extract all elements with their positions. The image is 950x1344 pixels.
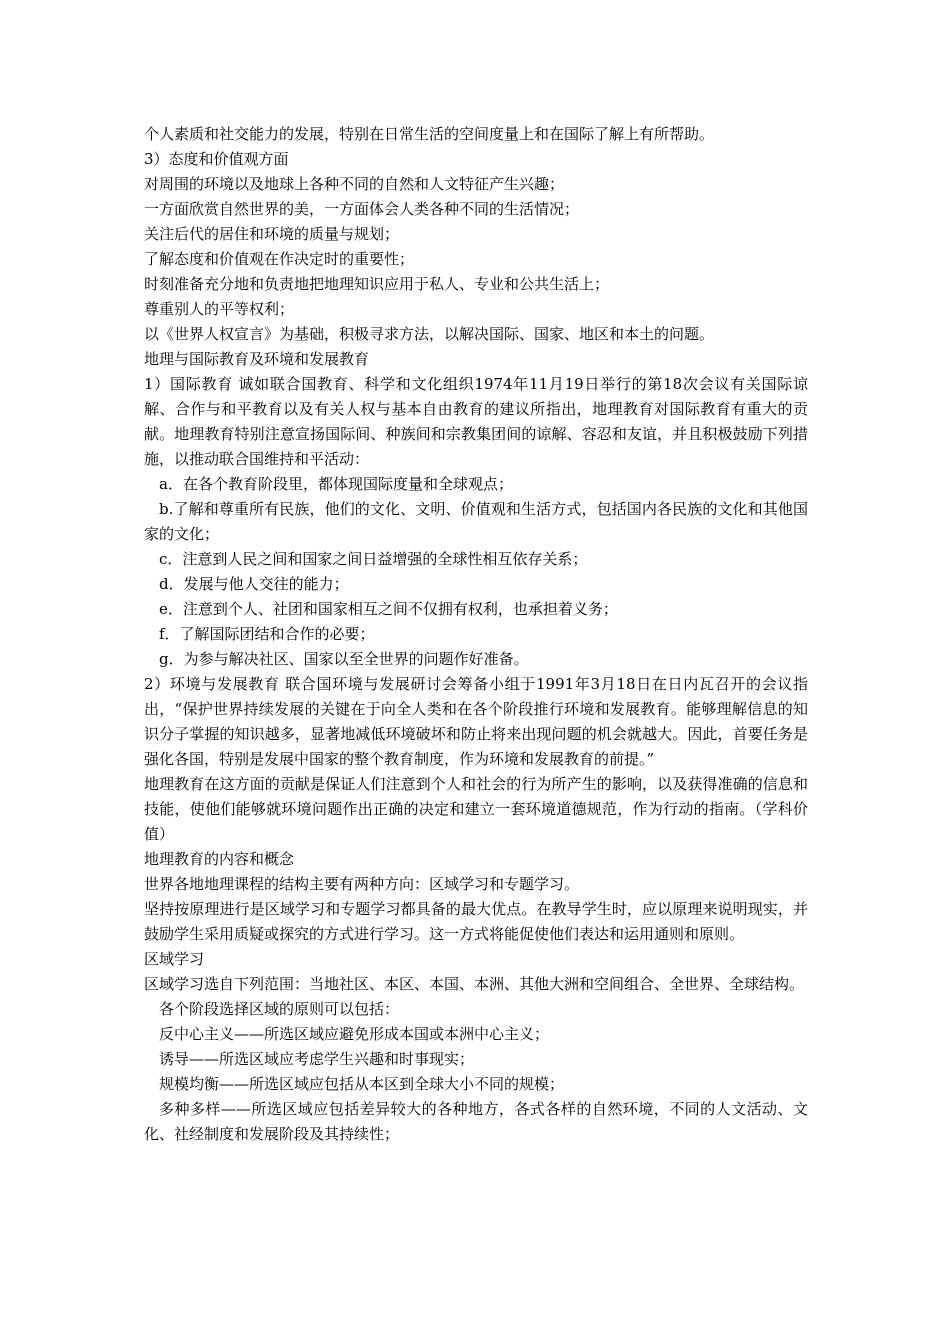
paragraph: 区域学习 bbox=[144, 950, 205, 968]
paragraph: 对周围的环境以及地球上各种不同的自然和人文特征产生兴趣； bbox=[144, 175, 565, 193]
paragraph: g．为参与解决社区、国家以至全世界的问题作好准备。 bbox=[159, 650, 529, 668]
paragraph: 诱导——所选区域应考虑学生兴趣和时事现实； bbox=[159, 1050, 475, 1068]
paragraph: 3）态度和价值观方面 bbox=[144, 150, 289, 168]
paragraph: 多种多样——所选区域应包括差异较大的各种地方，各式各样的自然环境，不同的人文活动、文化、社经制度和发展阶段及其持续性； bbox=[144, 1100, 808, 1143]
paragraph: 各个阶段选择区域的原则可以包括： bbox=[159, 1000, 400, 1018]
paragraph: d．发展与他人交往的能力； bbox=[159, 575, 349, 593]
paragraph: 以《世界人权宣言》为基础，积极寻求方法，以解决国际、国家、地区和本土的问题。 bbox=[144, 325, 715, 343]
paragraph: f．了解国际团结和合作的必要； bbox=[159, 625, 375, 643]
paragraph: 尊重别人的平等权利； bbox=[144, 300, 295, 318]
paragraph: b.了解和尊重所有民族，他们的文化、文明、价值观和生活方式，包括国内各民族的文化和其他国家的文化； bbox=[144, 500, 808, 543]
paragraph: 规模均衡——所选区域应包括从本区到全球大小不同的规模； bbox=[159, 1075, 565, 1093]
paragraph: 时刻准备充分地和负责地把地理知识应用于私人、专业和公共生活上； bbox=[144, 275, 610, 293]
paragraph: 一方面欣赏自然世界的美，一方面体会人类各种不同的生活情况； bbox=[144, 200, 580, 218]
paragraph: 地理教育的内容和概念 bbox=[144, 850, 295, 868]
paragraph: 了解态度和价值观在作决定时的重要性； bbox=[144, 250, 415, 268]
paragraph: 2）环境与发展教育 联合国环境与发展研讨会筹备小组于1991年3月18日在日内瓦召开的会议指出，“保护世界持续发展的关键在于向全人类和在各个阶段推行环境和发展教育。能够理解信息的知识分子掌握的知识越多，显著地减低环境破坏和防止将来出现问题的机会就越大。因此，首要任务是强化各国，特别是发展中国家的整个教育制度，作为环境和发展教育的前提。” bbox=[144, 675, 808, 768]
paragraph: 地理教育在这方面的贡献是保证人们注意到个人和社会的行为所产生的影响，以及获得准确的信息和技能，使他们能够就环境问题作出正确的决定和建立一套环境道德规范，作为行动的指南。（学科价值） bbox=[144, 775, 808, 843]
paragraph: 1）国际教育 诚如联合国教育、科学和文化组织1974年11月19日举行的第18次会议有关国际谅解、合作与和平教育以及有关人权与基本自由教育的建议所指出，地理教育对国际教育有重大的贡献。地理教育特别注意宣扬国际间、种族间和宗教集团间的谅解、容忍和友谊，并且积极鼓励下列措施，以推动联合国维持和平活动： bbox=[144, 375, 808, 468]
paragraph: 个人素质和社交能力的发展，特别在日常生活的空间度量上和在国际了解上有所帮助。 bbox=[144, 125, 715, 143]
paragraph: 坚持按原理进行是区域学习和专题学习都具备的最大优点。在教导学生时，应以原理来说明现实，并鼓励学生采用质疑或探究的方式进行学习。这一方式将能促使他们表达和运用通则和原则。 bbox=[144, 900, 808, 943]
paragraph: a．在各个教育阶段里，都体现国际度量和全球观点； bbox=[159, 475, 513, 493]
paragraph: 反中心主义——所选区域应避免形成本国或本洲中心主义； bbox=[159, 1025, 550, 1043]
paragraph: e．注意到个人、社团和国家相互之间不仅拥有权利，也承担着义务； bbox=[159, 600, 618, 618]
paragraph: 地理与国际教育及环境和发展教育 bbox=[144, 350, 370, 368]
paragraph: 关注后代的居住和环境的质量与规划； bbox=[144, 225, 400, 243]
paragraph: 世界各地地理课程的结构主要有两种方向：区域学习和专题学习。 bbox=[144, 875, 580, 893]
paragraph: c．注意到人民之间和国家之间日益增强的全球性相互依存关系； bbox=[159, 550, 588, 568]
paragraph: 区域学习选自下列范围：当地社区、本区、本国、本洲、其他大洲和空间组合、全世界、全球结构。 bbox=[144, 975, 805, 993]
document-page bbox=[144, 122, 808, 1147]
